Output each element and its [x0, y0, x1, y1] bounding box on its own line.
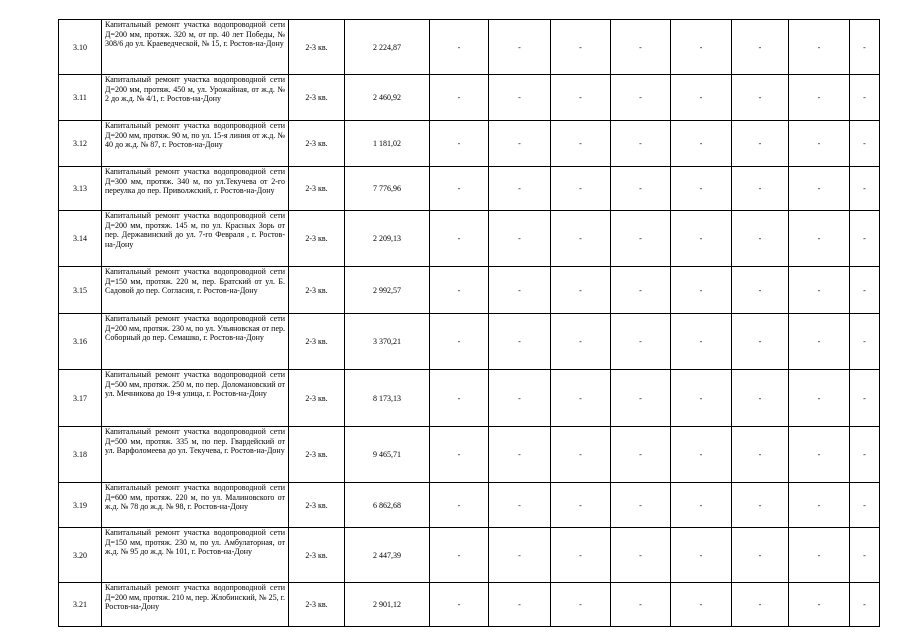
- empty-value-dash: -: [850, 267, 880, 314]
- empty-value-dash: -: [489, 314, 551, 370]
- empty-value-dash: -: [732, 20, 789, 75]
- cost-amount: 7 776,96: [345, 167, 430, 211]
- empty-value-dash: -: [850, 370, 880, 427]
- completion-quarter: 2-3 кв.: [289, 20, 345, 75]
- empty-value-dash: -: [732, 314, 789, 370]
- table-row: [59, 121, 880, 167]
- empty-value-dash: -: [611, 75, 671, 121]
- empty-value-dash: -: [671, 483, 732, 528]
- work-description: Капитальный ремонт участка водопроводной сети Д=500 мм, протяж. 250 м, по пер. Доломановский от ул. Мечникова до 19-я улица, г. Ростов-на-Дону: [102, 370, 289, 427]
- empty-value-dash: -: [551, 267, 611, 314]
- empty-value-dash: -: [489, 583, 551, 627]
- table-row: [59, 314, 880, 370]
- empty-value-dash: -: [611, 528, 671, 583]
- empty-value-dash: -: [430, 121, 489, 167]
- cost-amount: 2 209,13: [345, 211, 430, 267]
- empty-value-dash: -: [850, 483, 880, 528]
- empty-value-dash: -: [430, 370, 489, 427]
- empty-value-dash: -: [551, 427, 611, 483]
- cost-amount: 8 173,13: [345, 370, 430, 427]
- completion-quarter: 2-3 кв.: [289, 427, 345, 483]
- work-description: Капитальный ремонт участка водопроводной сети Д=200 мм, протяж. 90 м, по ул. 15-я линия от ж.д. № 40 до ж.д. № 87, г. Ростов-на-Дону: [102, 121, 289, 167]
- table-row: [59, 583, 880, 627]
- row-number: 3.16: [59, 314, 102, 370]
- empty-value-dash: -: [671, 370, 732, 427]
- empty-value-dash: -: [611, 370, 671, 427]
- empty-value-dash: -: [611, 583, 671, 627]
- empty-value-dash: -: [732, 370, 789, 427]
- empty-value-dash: -: [489, 483, 551, 528]
- work-description: Капитальный ремонт участка водопроводной сети Д=200 мм, протяж. 450 м, ул. Урожайная, от ж.д. № 2 до ж.д. № 4/1, г. Ростов-на-Дону: [102, 75, 289, 121]
- table-row: [59, 370, 880, 427]
- empty-value-dash: -: [430, 483, 489, 528]
- empty-value-dash: -: [611, 483, 671, 528]
- completion-quarter: 2-3 кв.: [289, 483, 345, 528]
- empty-value-dash: -: [551, 211, 611, 267]
- empty-value-dash: -: [671, 314, 732, 370]
- empty-value-dash: -: [850, 583, 880, 627]
- table-row: [59, 211, 880, 267]
- completion-quarter: 2-3 кв.: [289, 267, 345, 314]
- empty-value-dash: -: [850, 75, 880, 121]
- cost-amount: 2 992,57: [345, 267, 430, 314]
- table-row: [59, 167, 880, 211]
- completion-quarter: 2-3 кв.: [289, 121, 345, 167]
- row-number: 3.21: [59, 583, 102, 627]
- empty-value-dash: -: [489, 427, 551, 483]
- empty-value-dash: -: [671, 121, 732, 167]
- empty-value-dash: -: [671, 167, 732, 211]
- empty-value-dash: -: [489, 267, 551, 314]
- empty-value-dash: -: [789, 75, 850, 121]
- empty-value-dash: -: [850, 167, 880, 211]
- empty-value-dash: -: [732, 583, 789, 627]
- empty-value-dash: -: [789, 121, 850, 167]
- cost-amount: 9 465,71: [345, 427, 430, 483]
- empty-value-dash: -: [489, 20, 551, 75]
- empty-value-dash: -: [850, 528, 880, 583]
- work-description: Капитальный ремонт участка водопроводной сети Д=200 мм, протяж. 320 м, от пр. 40 лет Победы, № 308/6 до ул. Краеведческой, № 15, г. Ростов-на-Дону: [102, 20, 289, 75]
- table-row: [59, 20, 880, 75]
- row-number: 3.10: [59, 20, 102, 75]
- empty-value-dash: -: [671, 75, 732, 121]
- empty-value-dash: -: [551, 583, 611, 627]
- empty-value-dash: -: [489, 75, 551, 121]
- completion-quarter: 2-3 кв.: [289, 211, 345, 267]
- empty-value-dash: -: [551, 370, 611, 427]
- empty-value-dash: -: [430, 528, 489, 583]
- completion-quarter: 2-3 кв.: [289, 583, 345, 627]
- empty-value-dash: -: [489, 121, 551, 167]
- table-row: [59, 483, 880, 528]
- row-number: 3.13: [59, 167, 102, 211]
- work-description: Капитальный ремонт участка водопроводной сети Д=500 мм, протяж. 335 м, по пер. Гвардейский от ул. Варфоломеева до ул. Текучева, г. Ростов-на-Дону: [102, 427, 289, 483]
- work-description: Капитальный ремонт участка водопроводной сети Д=200 мм, протяж. 210 м, пер. Жлобинский, № 25, г. Ростов-на-Дону: [102, 583, 289, 627]
- empty-value-dash: -: [611, 20, 671, 75]
- cost-amount: 2 460,92: [345, 75, 430, 121]
- row-number: 3.15: [59, 267, 102, 314]
- empty-value-dash: -: [732, 167, 789, 211]
- empty-value-dash: -: [850, 20, 880, 75]
- cost-amount: 2 447,39: [345, 528, 430, 583]
- table-row: [59, 75, 880, 121]
- empty-value-dash: -: [489, 528, 551, 583]
- row-number: 3.17: [59, 370, 102, 427]
- row-number: 3.20: [59, 528, 102, 583]
- empty-value-dash: -: [430, 427, 489, 483]
- row-number: 3.12: [59, 121, 102, 167]
- empty-value-dash: -: [671, 528, 732, 583]
- empty-value-dash: -: [671, 211, 732, 267]
- empty-value-dash: -: [789, 211, 850, 267]
- empty-value-dash: -: [489, 370, 551, 427]
- table-row: [59, 528, 880, 583]
- cost-amount: 1 181,02: [345, 121, 430, 167]
- row-number: 3.11: [59, 75, 102, 121]
- empty-value-dash: -: [850, 314, 880, 370]
- completion-quarter: 2-3 кв.: [289, 528, 345, 583]
- empty-value-dash: -: [551, 121, 611, 167]
- empty-value-dash: -: [489, 211, 551, 267]
- completion-quarter: 2-3 кв.: [289, 370, 345, 427]
- empty-value-dash: -: [430, 167, 489, 211]
- work-description: Капитальный ремонт участка водопроводной сети Д=300 мм, протяж. 340 м, по ул.Текучева от 2-го переулка до пер. Приволжский, г. Ростов-на-Дону: [102, 167, 289, 211]
- empty-value-dash: -: [671, 583, 732, 627]
- empty-value-dash: -: [611, 427, 671, 483]
- empty-value-dash: -: [850, 427, 880, 483]
- row-number: 3.18: [59, 427, 102, 483]
- empty-value-dash: -: [551, 167, 611, 211]
- empty-value-dash: -: [789, 267, 850, 314]
- work-description: Капитальный ремонт участка водопроводной сети Д=150 мм, протяж. 230 м, по ул. Амбулаторная, от ж.д. № 95 до ж.д. № 101, г. Ростов-на-Дону: [102, 528, 289, 583]
- investment-program-table: [58, 19, 880, 627]
- work-description: Капитальный ремонт участка водопроводной сети Д=600 мм, протяж. 220 м, по ул. Малиновского от ж.д. № 78 до ж.д. № 98, г. Ростов-на-Дону: [102, 483, 289, 528]
- work-description: Капитальный ремонт участка водопроводной сети Д=200 мм, протяж. 230 м, по ул. Ульяновская от пер. Соборный до пер. Семашко, г. Ростов-на-Дону: [102, 314, 289, 370]
- empty-value-dash: -: [789, 20, 850, 75]
- empty-value-dash: -: [671, 427, 732, 483]
- empty-value-dash: -: [732, 528, 789, 583]
- empty-value-dash: -: [611, 314, 671, 370]
- empty-value-dash: -: [430, 314, 489, 370]
- empty-value-dash: -: [430, 267, 489, 314]
- row-number: 3.14: [59, 211, 102, 267]
- table-row: [59, 267, 880, 314]
- empty-value-dash: -: [551, 20, 611, 75]
- work-description: Капитальный ремонт участка водопроводной сети Д=200 мм, протяж. 145 м, по ул. Красных Зорь от пер. Державинский до ул. 7-го Февраля , г. Ростов-на-Дону: [102, 211, 289, 267]
- empty-value-dash: -: [732, 427, 789, 483]
- empty-value-dash: -: [551, 483, 611, 528]
- empty-value-dash: -: [732, 483, 789, 528]
- completion-quarter: 2-3 кв.: [289, 75, 345, 121]
- empty-value-dash: -: [430, 583, 489, 627]
- empty-value-dash: -: [430, 20, 489, 75]
- empty-value-dash: -: [671, 267, 732, 314]
- empty-value-dash: -: [732, 75, 789, 121]
- empty-value-dash: -: [671, 20, 732, 75]
- empty-value-dash: -: [430, 75, 489, 121]
- empty-value-dash: -: [611, 121, 671, 167]
- completion-quarter: 2-3 кв.: [289, 314, 345, 370]
- empty-value-dash: -: [551, 528, 611, 583]
- table-body: [59, 20, 880, 627]
- empty-value-dash: -: [611, 211, 671, 267]
- empty-value-dash: -: [611, 267, 671, 314]
- empty-value-dash: -: [732, 211, 789, 267]
- empty-value-dash: -: [789, 483, 850, 528]
- empty-value-dash: -: [789, 370, 850, 427]
- work-description: Капитальный ремонт участка водопроводной сети Д=150 мм, протяж. 220 м, пер. Братский от ул. Б. Садовой до пер. Согласия, г. Ростов-на-Дону: [102, 267, 289, 314]
- empty-value-dash: -: [789, 167, 850, 211]
- empty-value-dash: -: [551, 314, 611, 370]
- completion-quarter: 2-3 кв.: [289, 167, 345, 211]
- empty-value-dash: -: [489, 167, 551, 211]
- empty-value-dash: -: [850, 121, 880, 167]
- empty-value-dash: -: [611, 167, 671, 211]
- cost-amount: 6 862,68: [345, 483, 430, 528]
- cost-amount: 3 370,21: [345, 314, 430, 370]
- empty-value-dash: -: [789, 528, 850, 583]
- row-number: 3.19: [59, 483, 102, 528]
- empty-value-dash: -: [789, 427, 850, 483]
- empty-value-dash: -: [850, 211, 880, 267]
- empty-value-dash: -: [732, 267, 789, 314]
- empty-value-dash: -: [789, 314, 850, 370]
- empty-value-dash: -: [732, 121, 789, 167]
- cost-amount: 2 901,12: [345, 583, 430, 627]
- empty-value-dash: -: [551, 75, 611, 121]
- empty-value-dash: -: [430, 211, 489, 267]
- empty-value-dash: -: [789, 583, 850, 627]
- cost-amount: 2 224,87: [345, 20, 430, 75]
- table-row: [59, 427, 880, 483]
